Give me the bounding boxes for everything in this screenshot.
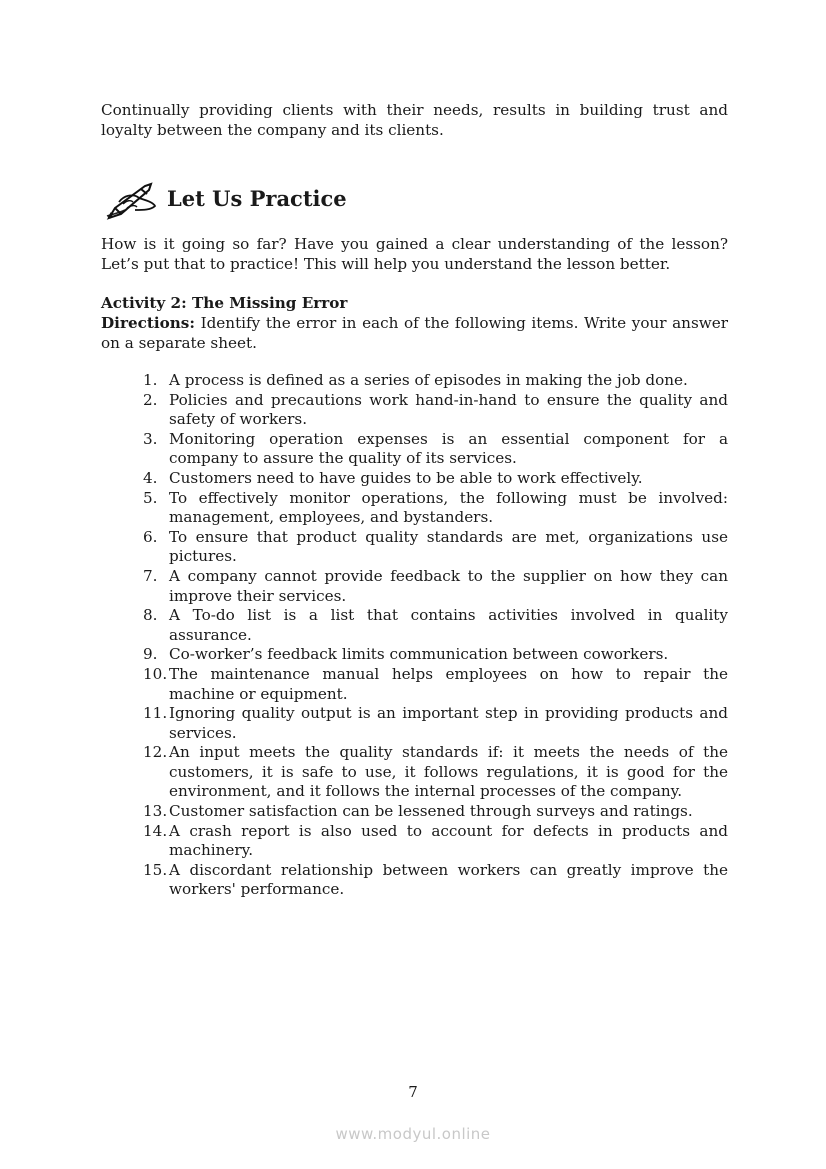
activity-title: Activity 2: The Missing Error bbox=[101, 294, 348, 312]
item-number: 6. bbox=[143, 527, 158, 546]
item-text: A discordant relationship between workers can greatly improve the workers' performance. bbox=[169, 860, 728, 899]
item-text: A process is defined as a series of episodes in making the job done. bbox=[169, 371, 688, 389]
item-text: To effectively monitor operations, the following must be involved: management, employees, and bystanders. bbox=[169, 488, 728, 527]
list-item bbox=[101, 430, 728, 469]
list-item bbox=[101, 802, 728, 822]
list-item bbox=[101, 371, 728, 391]
item-text: Monitoring operation expenses is an essential component for a company to assure the quality of its services. bbox=[169, 429, 728, 468]
item-number: 15. bbox=[143, 860, 168, 879]
pencil-writing-icon bbox=[105, 180, 157, 220]
list-item bbox=[101, 645, 728, 665]
item-number: 3. bbox=[143, 429, 158, 448]
list-item bbox=[101, 567, 728, 606]
list-item bbox=[101, 822, 728, 861]
item-number: 10. bbox=[143, 664, 168, 683]
list-item bbox=[101, 391, 728, 430]
list-item bbox=[101, 489, 728, 528]
watermark: www.modyul.online bbox=[335, 1125, 491, 1143]
list-item bbox=[101, 665, 728, 704]
items-list bbox=[101, 371, 728, 900]
directions bbox=[101, 313, 728, 353]
item-number: 12. bbox=[143, 743, 168, 762]
item-text: An input meets the quality standards if: it meets the needs of the customers, it is safe to use, it follows regulations, it is good for the environment, and it follows the internal processes of the company. bbox=[169, 743, 728, 801]
item-text: A company cannot provide feedback to the supplier on how they can improve their services. bbox=[169, 566, 728, 605]
practice-intro: How is it going so far? Have you gained a clear understanding of the lesson? Let’s put that to practice! This will help you understand the lesson better. bbox=[101, 235, 728, 273]
item-text: A crash report is also used to account for defects in products and machinery. bbox=[169, 821, 728, 860]
list-item bbox=[101, 606, 728, 645]
item-text: Co-worker’s feedback limits communication between coworkers. bbox=[169, 645, 669, 664]
directions-text: Identify the error in each of the following items. Write your answer on a separate sheet. bbox=[101, 314, 728, 352]
item-number: 8. bbox=[143, 606, 158, 625]
item-text: Policies and precautions work hand-in-hand to ensure the quality and safety of workers. bbox=[169, 390, 728, 429]
list-item bbox=[101, 704, 728, 743]
item-text: Ignoring quality output is an important step in providing products and services. bbox=[169, 704, 728, 742]
page-number: 7 bbox=[408, 1083, 418, 1101]
item-number: 1. bbox=[143, 371, 158, 389]
list-item bbox=[101, 528, 728, 567]
item-text: The maintenance manual helps employees on how to repair the machine or equipment. bbox=[169, 664, 728, 703]
item-number: 9. bbox=[143, 645, 158, 664]
item-text: To ensure that product quality standards are met, organizations use pictures. bbox=[169, 527, 728, 566]
item-number: 14. bbox=[143, 821, 168, 840]
item-number: 4. bbox=[143, 468, 158, 487]
document-page bbox=[101, 100, 728, 900]
item-text: Customers need to have guides to be able to work effectively. bbox=[169, 468, 643, 487]
list-item bbox=[101, 743, 728, 802]
item-number: 2. bbox=[143, 390, 158, 409]
list-item bbox=[101, 469, 728, 489]
intro-paragraph: Continually providing clients with their needs, results in building trust and loyalty between the company and its clients. bbox=[101, 101, 728, 139]
item-text: Customer satisfaction can be lessened through surveys and ratings. bbox=[169, 802, 693, 821]
item-number: 11. bbox=[143, 704, 168, 723]
section-title: Let Us Practice bbox=[167, 186, 347, 211]
list-item bbox=[101, 861, 728, 900]
item-number: 5. bbox=[143, 488, 158, 507]
directions-label: Directions: bbox=[101, 314, 195, 332]
item-text: A To-do list is a list that contains activities involved in quality assurance. bbox=[169, 606, 728, 644]
item-number: 13. bbox=[143, 802, 168, 821]
item-number: 7. bbox=[143, 566, 158, 585]
section-header bbox=[101, 182, 728, 222]
